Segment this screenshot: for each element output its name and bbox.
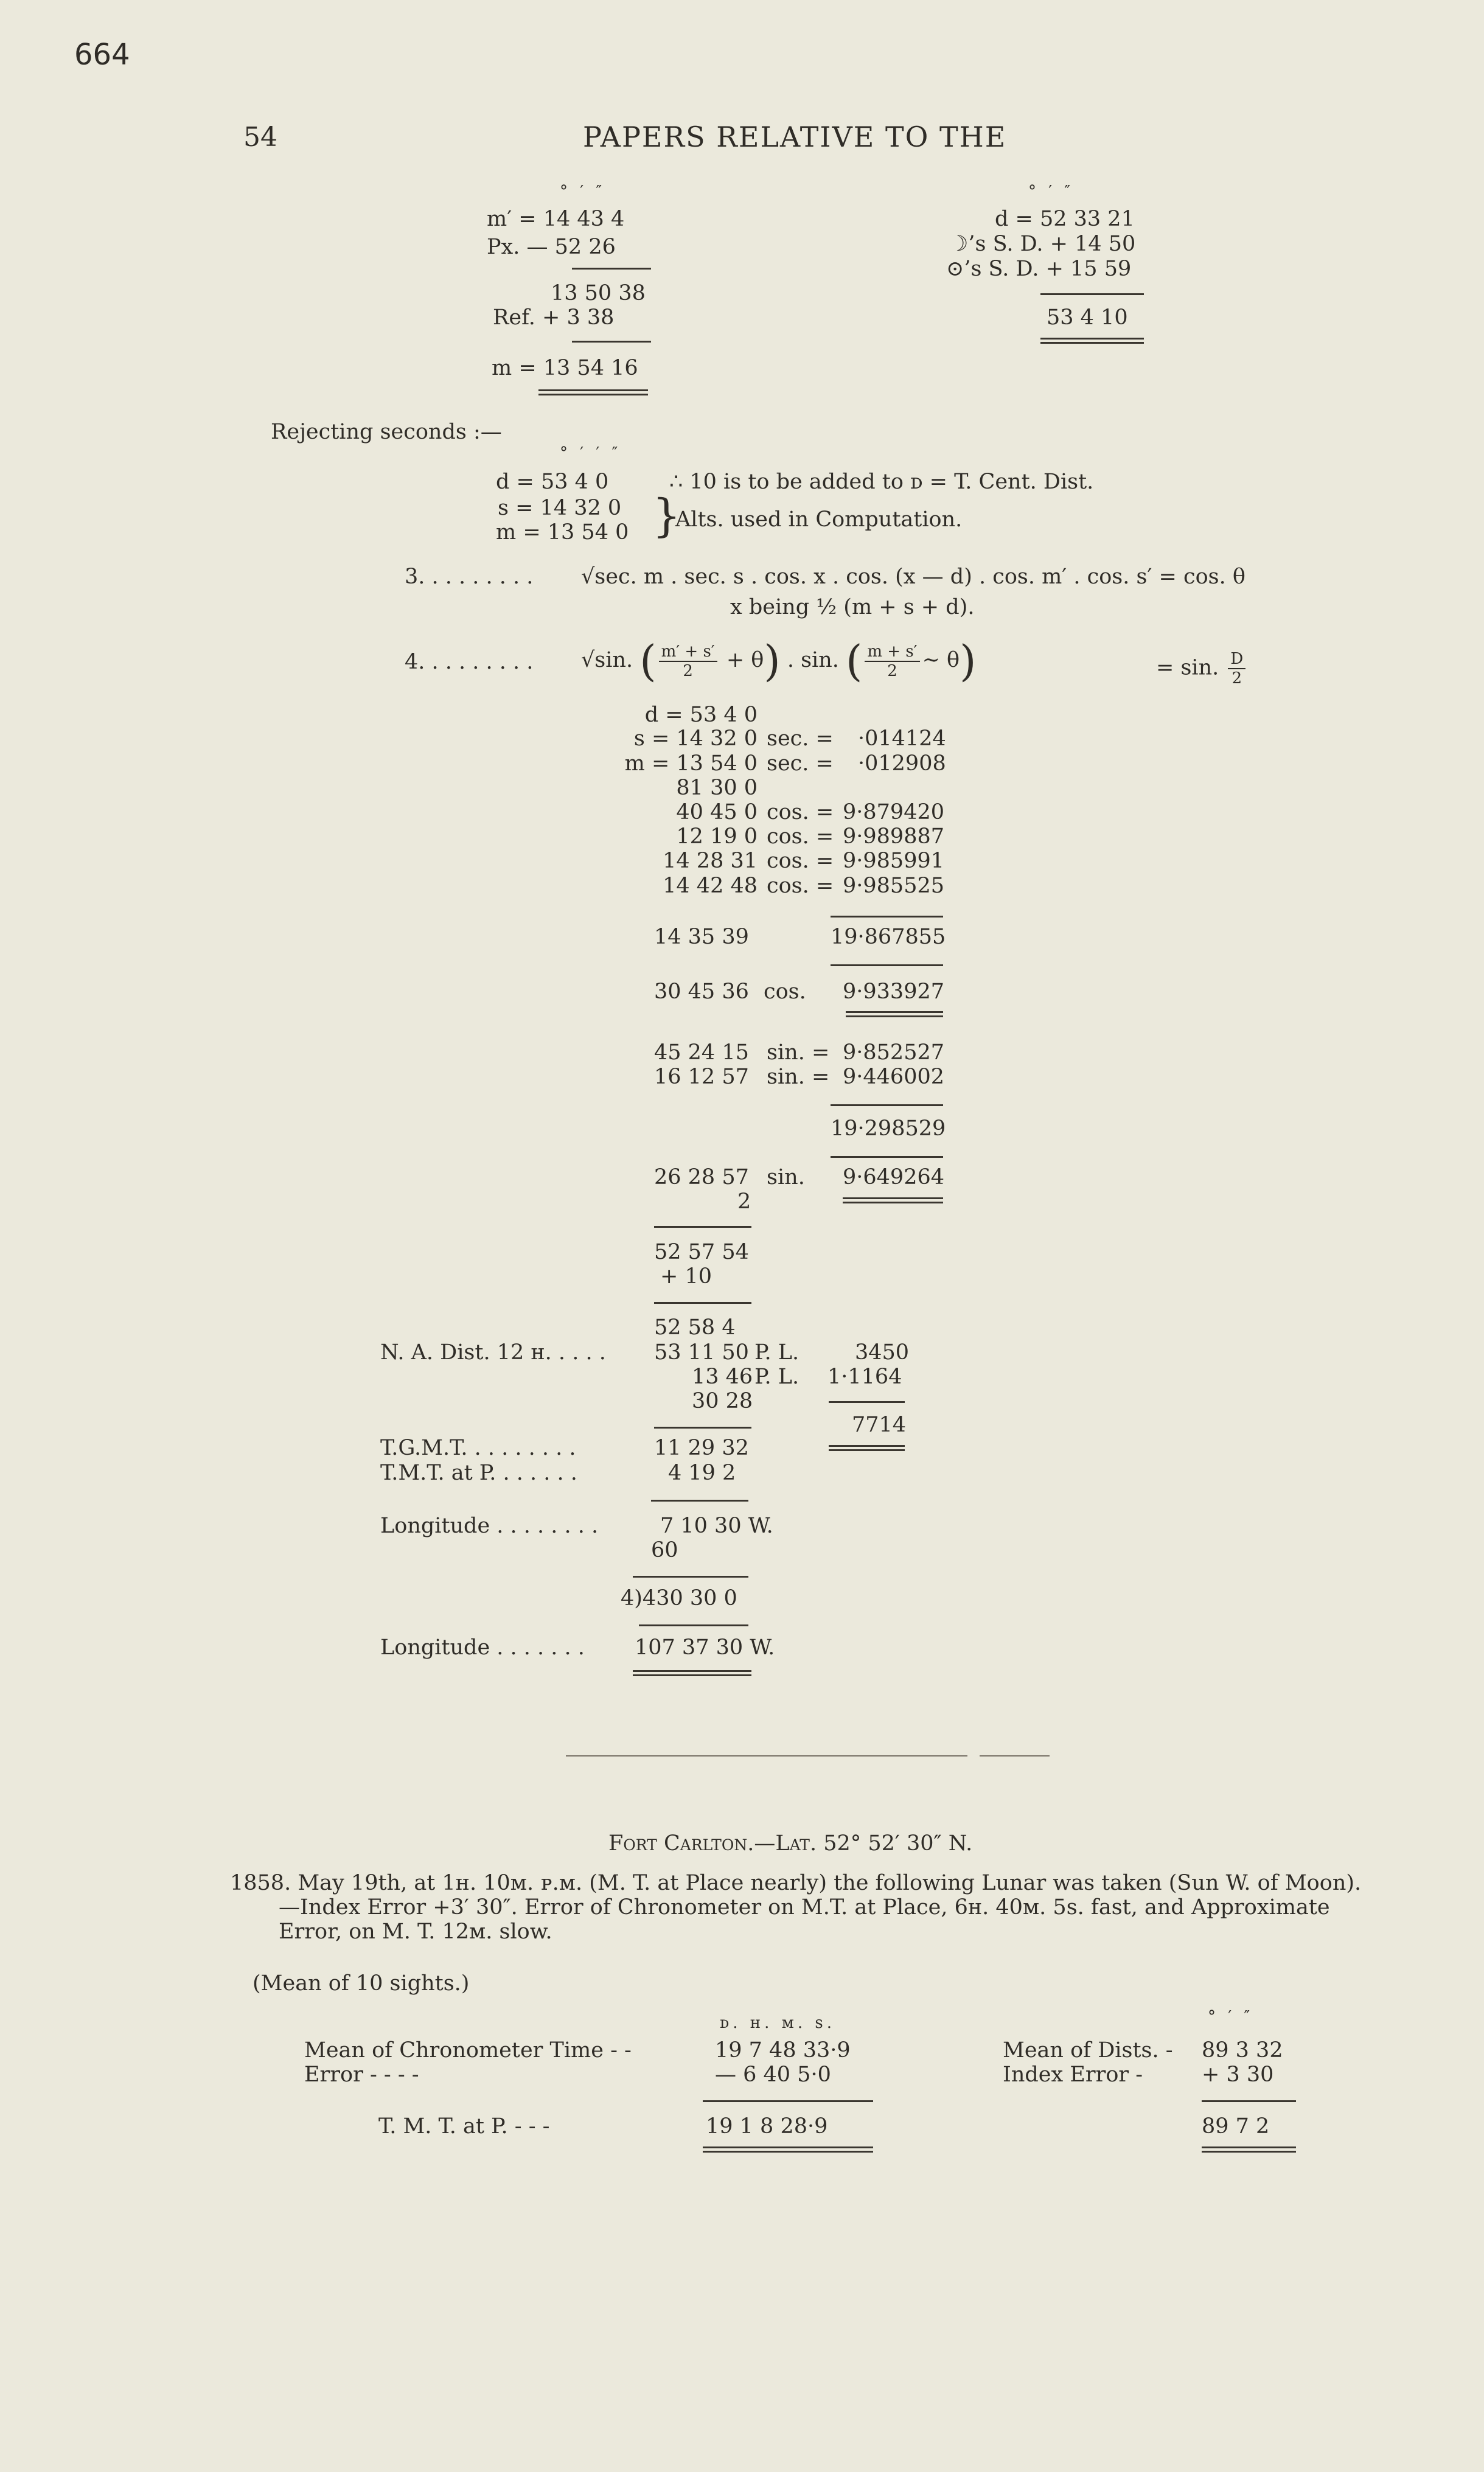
comp-b-2: sec. = xyxy=(767,751,834,776)
rule xyxy=(639,1624,748,1626)
comp-a-3: 81 30 0 xyxy=(676,776,758,800)
division: 4)430 30 0 xyxy=(621,1586,737,1610)
comp-c-5: 9·989887 xyxy=(843,824,945,849)
double-rule xyxy=(703,2146,873,2153)
table-row-1-label: Error - - - - xyxy=(304,2063,419,2087)
comp-c-2: ·012908 xyxy=(858,751,946,776)
left-row-2: 13 50 38 xyxy=(551,281,646,305)
paren-close: ) xyxy=(764,636,781,686)
sin-b-1: sin. = xyxy=(767,1065,830,1089)
rhs-fraction-den: 2 xyxy=(1231,669,1242,688)
fraction-1 xyxy=(659,642,717,680)
half1-angle: 30 45 36 xyxy=(654,980,749,1004)
rule xyxy=(654,1226,751,1228)
rejecting-units: ° ′ ′ ″ xyxy=(560,444,622,462)
rule xyxy=(831,1104,943,1106)
half2-angle: 26 28 57 xyxy=(654,1165,749,1189)
rhs-fraction-num: D xyxy=(1228,650,1245,669)
comp-b-4: cos. = xyxy=(767,800,834,824)
right-row-1: ☽’s S. D. + 14 50 xyxy=(949,232,1136,256)
formula-4-mid-1: + θ xyxy=(726,648,764,672)
section-separator xyxy=(980,1755,1050,1757)
tmt-value: 4 19 2 xyxy=(668,1461,736,1485)
sum1-log: 19·867855 xyxy=(831,925,946,949)
mean-note: (Mean of 10 sights.) xyxy=(253,1971,470,1996)
sin-c-1: 9·446002 xyxy=(843,1065,945,1089)
left-row-0: m′ = 14 43 4 xyxy=(487,207,625,231)
sin-a-1: 16 12 57 xyxy=(654,1065,749,1089)
double-rule xyxy=(829,1445,905,1451)
table-row-1-value: — 6 40 5·0 xyxy=(715,2063,831,2087)
comp-b-1: sec. = xyxy=(767,726,834,751)
rejecting-note-1: ∴ 10 is to be added to ᴅ = T. Cent. Dist. xyxy=(669,470,1094,494)
double-rule xyxy=(843,1197,943,1203)
comp-c-6: 9·985991 xyxy=(843,849,945,873)
pl-sum: 7714 xyxy=(852,1413,907,1437)
half2-log: 9·649264 xyxy=(843,1165,945,1189)
formula-4-mid-3: ∼ θ xyxy=(922,648,960,672)
rule xyxy=(1202,2100,1296,2102)
rejecting-label: Rejecting seconds :— xyxy=(271,420,502,444)
half1-log: 9·933927 xyxy=(843,980,945,1004)
times-two: 2 xyxy=(737,1189,751,1214)
double-rule xyxy=(1202,2146,1296,2153)
formula-4-pre: √sin. xyxy=(581,648,633,672)
paragraph-line-3: Error, on M. T. 12ᴍ. slow. xyxy=(279,1920,552,1944)
comp-a-1: s = 14 32 0 xyxy=(633,726,758,751)
comp-a-6: 14 28 31 xyxy=(663,849,758,873)
rejecting-row-1: s = 14 32 0 xyxy=(498,496,622,520)
rule xyxy=(703,2100,873,2102)
page-number: 664 xyxy=(74,38,130,72)
rule xyxy=(572,268,651,270)
longitude-2-label: Longitude . . . . . . . xyxy=(380,1635,585,1660)
double-rule xyxy=(1040,338,1144,344)
tmt-label: T.M.T. at P. . . . . . . xyxy=(380,1461,577,1485)
table-row-0-value: 19 7 48 33·9 xyxy=(715,2038,851,2063)
tgmt-label: T.G.M.T. . . . . . . . . xyxy=(380,1436,576,1460)
comp-a-4: 40 45 0 xyxy=(676,800,758,824)
comp-a-0: d = 53 4 0 xyxy=(644,703,758,727)
left-row-3: Ref. + 3 38 xyxy=(493,305,615,330)
brace: } xyxy=(652,490,681,542)
comp-c-7: 9·985525 xyxy=(843,874,945,898)
right-row-0: d = 52 33 21 xyxy=(995,207,1135,231)
formula-4-rhs xyxy=(1156,650,1248,688)
section-title: Fort Carlton.—Lat. 52° 52′ 30″ N. xyxy=(608,1831,973,1856)
paren-open: ( xyxy=(639,636,657,686)
table-units-left: ᴅ. ʜ. ᴍ. s. xyxy=(720,2014,835,2032)
paren-close: ) xyxy=(960,636,977,686)
diff-2: 30 28 xyxy=(692,1389,753,1413)
longitude-1-value: 7 10 30 W. xyxy=(660,1514,773,1538)
formula-4-mid-2: . sin. xyxy=(787,648,839,672)
fraction-2-den: 2 xyxy=(887,661,897,680)
comp-c-1: ·014124 xyxy=(858,726,946,751)
table-row-1-rlabel: Index Error - xyxy=(1003,2063,1143,2087)
rule xyxy=(829,1401,905,1403)
rejecting-note-2: Alts. used in Computation. xyxy=(675,507,963,532)
sum1-angle: 14 35 39 xyxy=(654,925,749,949)
comp-b-7: cos. = xyxy=(767,874,834,898)
formula-4-rhs-text: = sin. xyxy=(1156,655,1219,680)
table-total-rvalue: 89 7 2 xyxy=(1202,2114,1270,2139)
sixty: 60 xyxy=(651,1538,678,1562)
rule xyxy=(654,1302,751,1304)
na-dist-label: N. A. Dist. 12 ʜ. . . . . xyxy=(380,1340,606,1365)
diff-1: 13 46 xyxy=(692,1365,753,1389)
rule xyxy=(654,1427,751,1429)
table-row-1-rvalue: + 3 30 xyxy=(1202,2063,1274,2087)
formula-4-number: 4. . . . . . . . . xyxy=(405,650,534,674)
sin-b-0: sin. = xyxy=(767,1040,830,1065)
table-row-0-rlabel: Mean of Dists. - xyxy=(1003,2038,1173,2063)
table-row-0-rvalue: 89 3 32 xyxy=(1202,2038,1283,2063)
na-dist-value: 53 11 50 xyxy=(654,1340,749,1365)
fraction-2 xyxy=(865,642,919,680)
half1-fn: cos. xyxy=(764,980,806,1004)
paragraph-line-2: —Index Error +3′ 30″. Error of Chronometer on M.T. at Place, 6ʜ. 40ᴍ. 5s. fast, and Approximate xyxy=(279,1895,1330,1920)
units-right: ° ′ ″ xyxy=(1028,183,1075,201)
rule xyxy=(1040,293,1144,295)
table-total-label: T. M. T. at P. - - - xyxy=(378,2114,550,2139)
plus-ten: + 10 xyxy=(660,1264,712,1289)
tgmt-value: 11 29 32 xyxy=(654,1436,749,1460)
formula-3-number: 3. . . . . . . . . xyxy=(405,565,534,589)
rule xyxy=(633,1576,748,1578)
left-row-4: m = 13 54 16 xyxy=(492,356,638,380)
comp-c-4: 9·879420 xyxy=(843,800,945,824)
table-total-value: 19 1 8 28·9 xyxy=(706,2114,828,2139)
units-left: ° ′ ″ xyxy=(560,183,606,201)
formula-3: √sec. m . sec. s . cos. x . cos. (x — d) . cos. m′ . cos. s′ = cos. θ xyxy=(581,565,1245,589)
pl1-label: P. L. xyxy=(754,1340,799,1365)
running-head: PAPERS RELATIVE TO THE xyxy=(583,120,1007,153)
rejecting-row-0: d = 53 4 0 xyxy=(496,470,609,494)
dist-1: 52 57 54 xyxy=(654,1240,749,1264)
paragraph-line-1: 1858. May 19th, at 1ʜ. 10ᴍ. ᴘ.ᴍ. (M. T. at Place nearly) the following Lunar was taken (Sun W. of Moon). xyxy=(230,1871,1362,1895)
sin-c-0: 9·852527 xyxy=(843,1040,945,1065)
double-rule xyxy=(538,389,648,395)
rule xyxy=(831,1156,943,1158)
comp-b-6: cos. = xyxy=(767,849,834,873)
sin-a-0: 45 24 15 xyxy=(654,1040,749,1065)
rule xyxy=(831,964,943,966)
double-rule xyxy=(633,1670,751,1676)
comp-a-7: 14 42 48 xyxy=(663,874,758,898)
comp-b-5: cos. = xyxy=(767,824,834,849)
pl1-value: 3450 xyxy=(855,1340,910,1365)
fraction-1-den: 2 xyxy=(683,661,693,680)
dist-2: 52 58 4 xyxy=(654,1315,736,1340)
fraction-2-num: m + s′ xyxy=(865,642,919,662)
comp-a-2: m = 13 54 0 xyxy=(624,751,758,776)
formula-3-sub: x being ½ (m + s + d). xyxy=(730,595,975,619)
half2-fn: sin. xyxy=(767,1165,805,1189)
rhs-fraction xyxy=(1228,650,1245,688)
double-rule xyxy=(846,1011,943,1017)
rejecting-row-2: m = 13 54 0 xyxy=(496,520,629,545)
formula-4 xyxy=(581,633,976,688)
longitude-2-value: 107 37 30 W. xyxy=(635,1635,775,1660)
pl2-value: 1·1164 xyxy=(827,1365,902,1389)
rule xyxy=(572,341,651,343)
table-row-0-label: Mean of Chronometer Time - - xyxy=(304,2038,632,2063)
table-units-right: ° ′ ″ xyxy=(1208,2008,1254,2026)
section-separator xyxy=(566,1755,967,1757)
left-row-1: Px. — 52 26 xyxy=(487,235,616,259)
rule xyxy=(831,916,943,917)
pl2-label: P. L. xyxy=(754,1365,799,1389)
comp-a-5: 12 19 0 xyxy=(676,824,758,849)
longitude-1-label: Longitude . . . . . . . . xyxy=(380,1514,599,1538)
rule xyxy=(651,1500,748,1502)
sum2-log: 19·298529 xyxy=(831,1116,946,1141)
folio: 54 xyxy=(243,122,277,153)
right-row-3: 53 4 10 xyxy=(1047,305,1128,330)
right-row-2: ⊙’s S. D. + 15 59 xyxy=(946,257,1132,281)
paren-open: ( xyxy=(846,636,863,686)
fraction-1-num: m′ + s′ xyxy=(659,642,717,662)
